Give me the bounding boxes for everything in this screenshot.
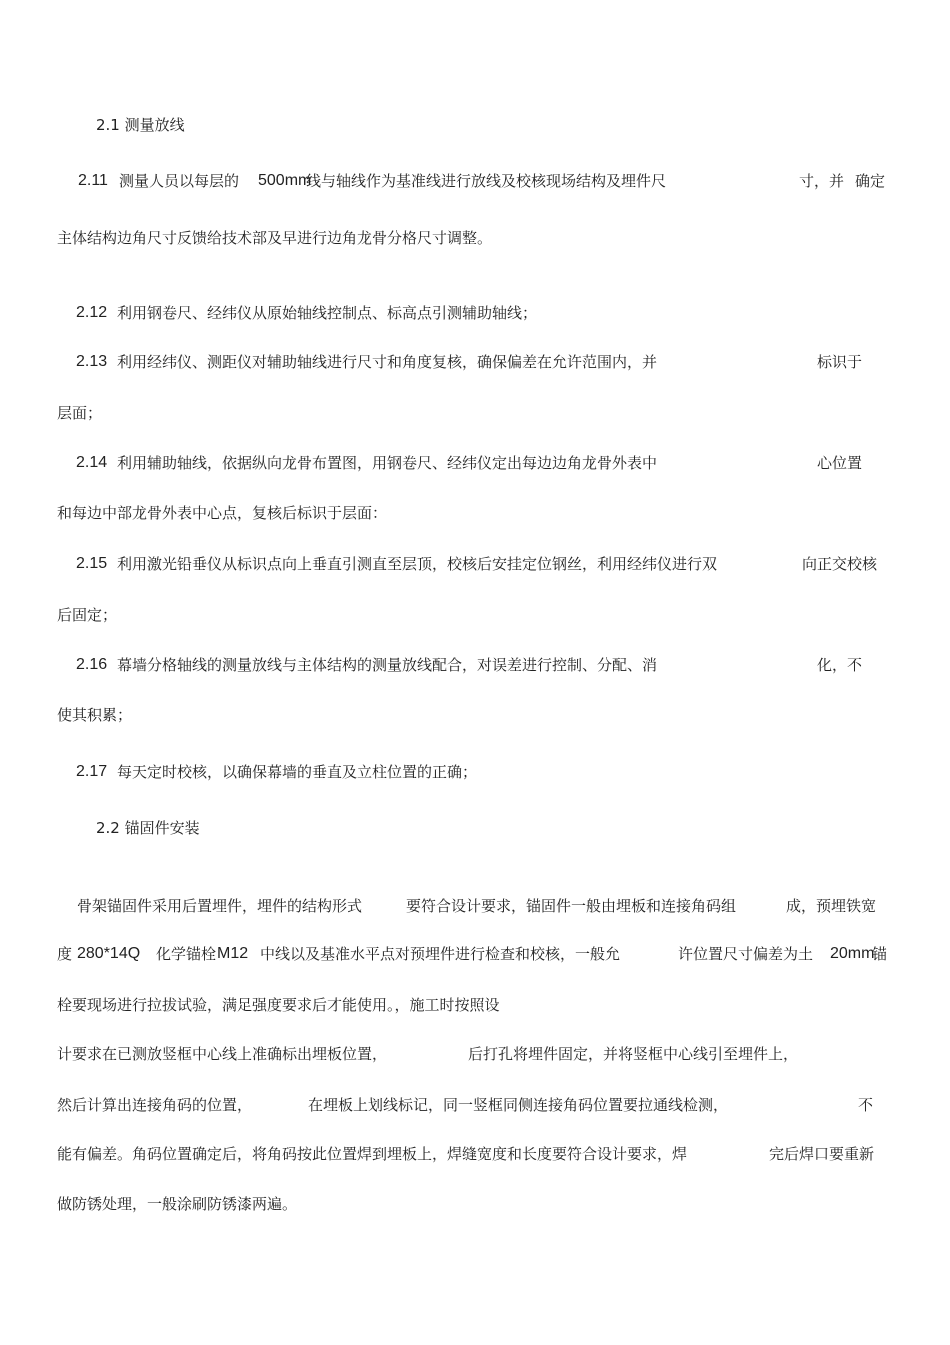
paragraph-line-2-value3: 20mm: [830, 945, 875, 962]
item-text-2-11-value: 500mm: [258, 172, 312, 189]
section-heading-2-2: 2.2 锚固件安装: [96, 819, 200, 837]
paragraph-line-2-part4: 许位置尺寸偏差为土: [678, 945, 814, 963]
paragraph-line-4-part2: 后打孔将埋件固定，并将竖框中心线引至埋件上，: [468, 1045, 799, 1063]
paragraph-line-2-value2: M12: [217, 945, 249, 962]
item-number-2-11: 2.11: [78, 172, 108, 189]
item-text-2-12: 利用钢卷尺、经纬仪从原始轴线控制点、标高点引测辅助轴线；: [117, 304, 538, 322]
item-text-2-16-continued: 使其积累；: [57, 706, 133, 724]
paragraph-line-1-part2: 要符合设计要求，锚固件一般由埋板和连接角码组: [406, 897, 737, 915]
paragraph-line-1-part3: 成，预埋铁宽: [786, 897, 877, 915]
paragraph-line-6-part2: 完后焊口要重新: [769, 1145, 875, 1163]
paragraph-line-7: 做防锈处理，一般涂刷防锈漆两遍。: [57, 1195, 298, 1213]
item-text-2-11-part4: 确定: [855, 172, 886, 190]
item-text-2-15-part1: 利用激光铅垂仪从标识点向上垂直引测直至层顶，校核后安挂定位钢丝，利用经纬仪进行双: [117, 555, 718, 573]
paragraph-line-1-part1: 骨架锚固件采用后置埋件，埋件的结构形式: [77, 897, 363, 915]
item-number-2-15: 2.15: [76, 555, 108, 572]
item-text-2-11-part3: 寸，并: [799, 172, 845, 190]
item-number-2-13: 2.13: [76, 353, 108, 370]
paragraph-line-5-part1: 然后计算出连接角码的位置，: [57, 1096, 253, 1114]
paragraph-line-2-part5: 锚: [872, 945, 888, 963]
item-text-2-14-continued: 和每边中部龙骨外表中心点，复核后标识于层面：: [57, 504, 388, 522]
paragraph-line-2-part3: 中线以及基准水平点对预埋件进行检查和校核，一般允: [260, 945, 621, 963]
item-text-2-13-part1: 利用经纬仪、测距仪对辅助轴线进行尺寸和角度复核，确保偏差在允许范围内，并: [117, 353, 658, 371]
item-text-2-15-continued: 后固定；: [57, 606, 118, 624]
paragraph-line-2-value1: 280*14Q: [77, 945, 141, 962]
paragraph-line-2-part1: 度: [57, 945, 73, 963]
item-text-2-16-part1: 幕墙分格轴线的测量放线与主体结构的测量放线配合，对误差进行控制、分配、消: [117, 656, 658, 674]
item-text-2-15-part2: 向正交校核: [802, 555, 878, 573]
item-text-2-11-part2: 线与轴线作为基准线进行放线及校核现场结构及埋件尺: [306, 172, 667, 190]
item-text-2-13-continued: 层面；: [57, 404, 103, 422]
item-text-2-17: 每天定时校核，以确保幕墙的垂直及立柱位置的正确；: [117, 763, 478, 781]
item-text-2-14-part2: 心位置: [817, 454, 863, 472]
item-number-2-16: 2.16: [76, 656, 108, 673]
paragraph-line-3: 栓要现场进行拉拔试验，满足强度要求后才能使用。，施工时按照设: [57, 996, 500, 1014]
item-text-2-16-part2: 化，不: [817, 656, 863, 674]
section-heading-2-1: 2.1 测量放线: [96, 116, 185, 134]
item-text-2-13-part2: 标识于: [817, 353, 863, 371]
paragraph-line-5-part2: 在埋板上划线标记，同一竖框同侧连接角码位置要拉通线检测，: [308, 1096, 729, 1114]
paragraph-line-4-part1: 计要求在已测放竖框中心线上准确标出埋板位置，: [57, 1045, 388, 1063]
paragraph-line-5-part3: 不: [858, 1096, 874, 1114]
item-text-2-11-part1: 测量人员以每层的: [119, 172, 240, 190]
item-text-2-14-part1: 利用辅助轴线，依据纵向龙骨布置图，用钢卷尺、经纬仪定出每边边角龙骨外表中: [117, 454, 658, 472]
paragraph-line-6-part1: 能有偏差。角码位置确定后，将角码按此位置焊到埋板上，焊缝宽度和长度要符合设计要求，焊: [57, 1145, 688, 1163]
item-number-2-17: 2.17: [76, 763, 108, 780]
item-number-2-14: 2.14: [76, 454, 108, 471]
paragraph-line-2-part2: 化学锚栓: [156, 945, 217, 963]
item-number-2-12: 2.12: [76, 304, 108, 321]
item-text-2-11-continued: 主体结构边角尺寸反馈给技术部及早进行边角龙骨分格尺寸调整。: [57, 229, 493, 247]
